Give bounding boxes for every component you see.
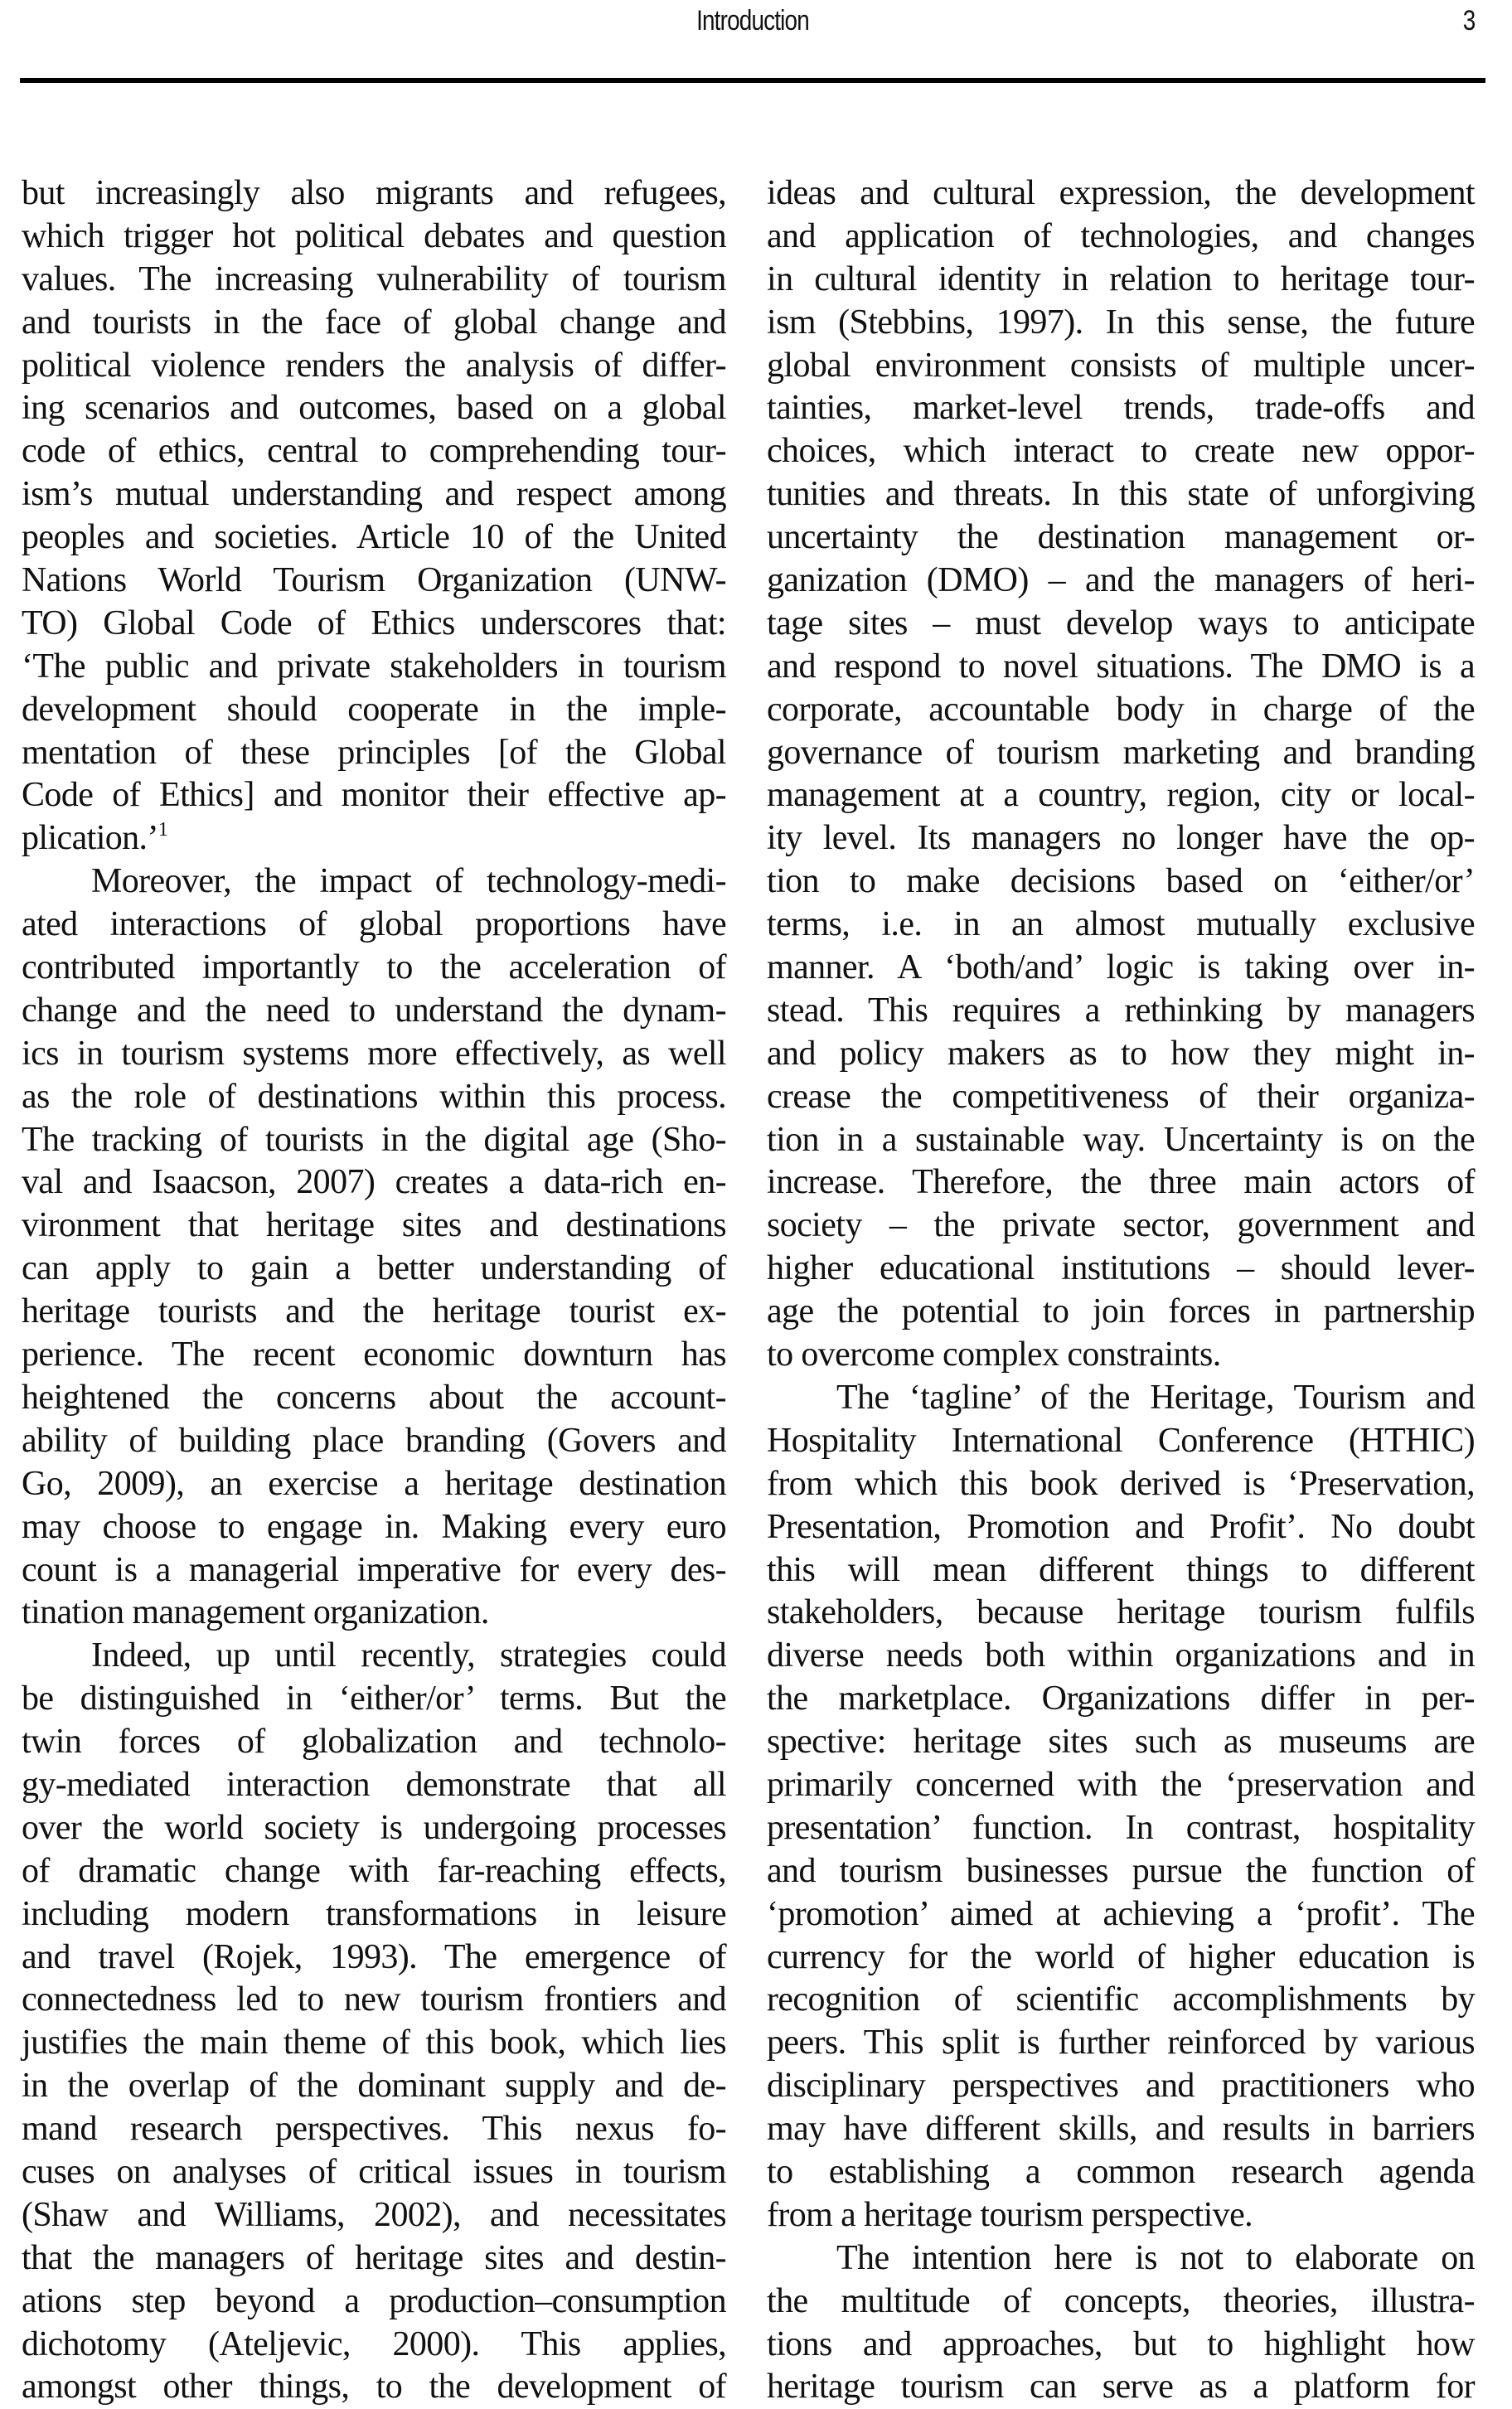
text-line [767, 1506, 1475, 1549]
line-text: as the role of destinations within this process. [22, 1077, 726, 1116]
line-text: tion to make decisions based on ‘either/or’ [767, 862, 1475, 901]
paragraph-first-line [767, 1377, 1475, 1420]
line-text: political violence renders the analysis of differ- [22, 346, 726, 385]
text-line [767, 259, 1475, 302]
line-text: ity level. Its managers no longer have the op- [767, 819, 1475, 858]
line-text: values. The increasing vulnerability of tourism [22, 259, 726, 298]
text-line [767, 1420, 1475, 1463]
line-text: of dramatic change with far-reaching effects, [22, 1851, 726, 1890]
text-line [22, 302, 726, 345]
line-text: ations step beyond a production–consumption [22, 2281, 726, 2320]
line-text: change and the need to understand the dynam- [22, 991, 726, 1030]
text-line [22, 216, 726, 259]
text-line [22, 1033, 726, 1076]
text-line [767, 860, 1475, 904]
text-line [767, 2022, 1475, 2065]
text-line [22, 1420, 726, 1463]
line-text: The tracking of tourists in the digital age (Sho- [22, 1120, 726, 1159]
text-line [22, 1549, 726, 1592]
line-text: in the overlap of the dominant supply and de- [22, 2067, 726, 2106]
text-line [22, 2151, 726, 2194]
line-text: currency for the world of higher education is [767, 1937, 1475, 1976]
line-text: Code of Ethics] and monitor their effective ap- [22, 776, 726, 815]
text-line [767, 1549, 1475, 1592]
line-text: tion in a sustainable way. Uncertainty is on the [767, 1120, 1475, 1159]
text-line [22, 2366, 726, 2409]
paragraph-first-line [767, 2237, 1475, 2281]
line-text: age the potential to join forces in partnership [767, 1292, 1475, 1331]
line-text: uncertainty the destination management or- [767, 518, 1475, 557]
page-number: 3 [1462, 5, 1476, 36]
line-text: governance of tourism marketing and branding [767, 733, 1475, 772]
line-text: society – the private sector, government and [767, 1206, 1475, 1245]
text-line [767, 646, 1475, 689]
text-line [22, 1936, 726, 1980]
text-line [767, 1635, 1475, 1678]
line-text: ‘The public and private stakeholders in tourism [22, 647, 726, 686]
text-line [22, 259, 726, 302]
text-line [767, 2281, 1475, 2324]
text-line [22, 1204, 726, 1248]
text-line [22, 1592, 726, 1635]
line-text: ics in tourism systems more effectively, as well [22, 1034, 726, 1073]
text-line [767, 732, 1475, 775]
text-line [767, 1033, 1475, 1076]
text-line [767, 1119, 1475, 1162]
line-text: and application of technologies, and changes [767, 216, 1475, 255]
line-text: crease the competitiveness of their organiza- [767, 1077, 1475, 1116]
line-text: Presentation, Promotion and Profit’. No doubt [767, 1507, 1475, 1546]
line-text: Moreover, the impact of technology-medi- [91, 862, 726, 901]
text-line [767, 1936, 1475, 1980]
line-text: may choose to engage in. Making every euro [22, 1507, 726, 1546]
line-text: to overcome complex constraints. [767, 1335, 1221, 1374]
text-line [22, 1850, 726, 1893]
text-line [22, 560, 726, 603]
line-text: peers. This split is further reinforced by various [767, 2024, 1475, 2062]
text-line [22, 817, 726, 860]
line-text: tainties, market-level trends, trade-offs and [767, 389, 1475, 428]
text-line [22, 2065, 726, 2108]
line-text: can apply to gain a better understanding of [22, 1249, 726, 1288]
line-text: which trigger hot political debates and question [22, 216, 726, 255]
left-text-column [22, 172, 726, 2409]
line-text: TO) Global Code of Ethics underscores that: [22, 603, 726, 642]
text-line [767, 904, 1475, 947]
line-text: heritage tourists and the heritage tourist ex- [22, 1292, 726, 1331]
line-text: stead. This requires a rethinking by managers [767, 991, 1475, 1030]
right-text-column [767, 172, 1475, 2409]
text-line [767, 1678, 1475, 1721]
running-header [20, 0, 1485, 43]
text-line [767, 1764, 1475, 1807]
line-text: the marketplace. Organizations differ in per- [767, 1680, 1475, 1718]
text-line [22, 345, 726, 388]
text-line [22, 1119, 726, 1162]
line-text: Hospitality International Conference (HTHIC) [767, 1421, 1475, 1460]
line-text: primarily concerned with the ‘preservation and [767, 1765, 1475, 1804]
text-line [22, 1764, 726, 1807]
line-text: ganization (DMO) – and the managers of heri- [767, 561, 1475, 600]
line-text: may have different skills, and results in barriers [767, 2110, 1475, 2149]
line-text: (Shaw and Williams, 2002), and necessitates [22, 2195, 726, 2234]
line-text: val and Isaacson, 2007) creates a data-rich en- [22, 1163, 726, 1202]
text-line [767, 1721, 1475, 1764]
text-line [22, 1334, 726, 1377]
text-line [22, 1979, 726, 2022]
text-line [22, 473, 726, 516]
text-line [22, 1291, 726, 1334]
line-text: and policy makers as to how they might in- [767, 1034, 1475, 1073]
line-text: mentation of these principles [of the Global [22, 733, 726, 772]
text-line [767, 1334, 1475, 1377]
text-line [22, 1506, 726, 1549]
line-text: The intention here is not to elaborate on [836, 2238, 1475, 2277]
text-line [22, 1721, 726, 1764]
text-line [767, 516, 1475, 560]
text-line [767, 172, 1475, 216]
text-line [767, 2324, 1475, 2367]
line-text: presentation’ function. In contrast, hospitality [767, 1808, 1475, 1847]
paragraph-first-line [22, 1635, 726, 1678]
text-line [767, 2151, 1475, 2194]
line-text: but increasingly also migrants and refugees, [22, 174, 726, 212]
line-text: global environment consists of multiple uncer- [767, 346, 1475, 385]
line-text: corporate, accountable body in charge of the [767, 690, 1475, 729]
line-text: ism’s mutual understanding and respect among [22, 475, 726, 514]
text-line [767, 1592, 1475, 1635]
line-text: vironment that heritage sites and destinations [22, 1206, 726, 1245]
line-text: and travel (Rojek, 1993). The emergence of [22, 1937, 726, 1976]
text-line [22, 172, 726, 216]
text-line [22, 2281, 726, 2324]
line-text: tage sites – must develop ways to anticipate [767, 603, 1475, 642]
text-line [22, 2237, 726, 2281]
line-text: cuses on analyses of critical issues in tourism [22, 2152, 726, 2191]
text-line [767, 1161, 1475, 1204]
line-text: code of ethics, central to comprehending tour- [22, 432, 726, 471]
line-text: this will mean different things to different [767, 1550, 1475, 1589]
line-text: stakeholders, because heritage tourism fulfils [767, 1593, 1475, 1632]
line-text: peoples and societies. Article 10 of the United [22, 518, 726, 557]
line-text: over the world society is undergoing processes [22, 1808, 726, 1847]
text-line [22, 990, 726, 1033]
line-text: heightened the concerns about the account- [22, 1378, 726, 1417]
text-line [22, 1161, 726, 1204]
line-text: and respond to novel situations. The DMO is a [767, 647, 1475, 686]
text-line [767, 2366, 1475, 2409]
text-line [767, 473, 1475, 516]
text-line [22, 1377, 726, 1420]
line-text: dichotomy (Ateljevic, 2000). This applies, [22, 2324, 726, 2363]
text-line [22, 774, 726, 817]
line-text: that the managers of heritage sites and destin- [22, 2238, 726, 2277]
text-line [767, 1850, 1475, 1893]
text-line [767, 387, 1475, 430]
line-text: choices, which interact to create new oppor- [767, 432, 1475, 471]
line-text: and tourists in the face of global change and [22, 303, 726, 342]
line-text: Go, 2009), an exercise a heritage destination [22, 1464, 726, 1503]
line-text: amongst other things, to the development of [22, 2368, 726, 2407]
line-text: be distinguished in ‘either/or’ terms. But the [22, 1680, 726, 1718]
line-text: management at a country, region, city or local- [767, 776, 1475, 815]
footnote-marker[interactable]: 1 [158, 819, 168, 841]
line-text: from which this book derived is ‘Preservation, [767, 1464, 1475, 1503]
paragraph-first-line [22, 860, 726, 904]
text-line [767, 817, 1475, 860]
line-text: mand research perspectives. This nexus fo- [22, 2110, 726, 2149]
line-text: higher educational institutions – should lever- [767, 1249, 1475, 1288]
text-line [767, 1807, 1475, 1850]
text-line [767, 1204, 1475, 1248]
text-line [22, 2022, 726, 2065]
line-text: terms, i.e. in an almost mutually exclusive [767, 905, 1475, 944]
text-line [22, 387, 726, 430]
line-text: ism (Stebbins, 1997). In this sense, the future [767, 303, 1475, 342]
text-line [22, 689, 726, 732]
line-text: the multitude of concepts, theories, illustra- [767, 2281, 1475, 2320]
text-line [767, 1291, 1475, 1334]
line-text: to establishing a common research agenda [767, 2152, 1475, 2191]
line-text: disciplinary perspectives and practitioners who [767, 2067, 1475, 2106]
text-line [767, 2065, 1475, 2108]
line-text: spective: heritage sites such as museums are [767, 1723, 1475, 1762]
text-line [767, 345, 1475, 388]
text-line [22, 646, 726, 689]
text-line [767, 560, 1475, 603]
text-line [22, 1076, 726, 1119]
header-rule [20, 78, 1485, 83]
line-text: count is a managerial imperative for every des- [22, 1550, 726, 1589]
text-line [22, 1678, 726, 1721]
line-text: contributed importantly to the acceleration of [22, 948, 726, 987]
line-text: ability of building place branding (Govers and [22, 1421, 726, 1460]
text-line [767, 1076, 1475, 1119]
line-text: diverse needs both within organizations and in [767, 1636, 1475, 1675]
line-text: Nations World Tourism Organization (UNW- [22, 561, 726, 600]
text-line [22, 516, 726, 560]
line-text: heritage tourism can serve as a platform for [767, 2368, 1475, 2407]
line-text: gy-mediated interaction demonstrate that all [22, 1765, 726, 1804]
line-text: increase. Therefore, the three main actors of [767, 1163, 1475, 1202]
text-line [767, 1248, 1475, 1291]
text-line [767, 947, 1475, 990]
text-line [22, 2194, 726, 2237]
text-line [767, 2194, 1475, 2237]
running-title: Introduction [696, 5, 809, 36]
line-text: ing scenarios and outcomes, based on a global [22, 389, 726, 428]
line-text: connectedness led to new tourism frontiers and [22, 1980, 726, 2019]
text-line [22, 732, 726, 775]
line-text: tions and approaches, but to highlight how [767, 2324, 1475, 2363]
text-line [22, 2324, 726, 2367]
text-line [767, 603, 1475, 646]
text-line [22, 1463, 726, 1506]
line-text: ated interactions of global proportions have [22, 905, 726, 944]
line-text: from a heritage tourism perspective. [767, 2195, 1253, 2234]
line-text: ideas and cultural expression, the development [767, 174, 1475, 212]
line-text: Indeed, up until recently, strategies could [91, 1636, 726, 1675]
line-text: and tourism businesses pursue the function of [767, 1851, 1475, 1890]
line-text: in cultural identity in relation to heritage tour- [767, 259, 1475, 298]
text-line [767, 1463, 1475, 1506]
text-line [767, 1893, 1475, 1936]
line-text: ‘promotion’ aimed at achieving a ‘profit’. The [767, 1894, 1475, 1933]
text-line [767, 2108, 1475, 2151]
line-text: twin forces of globalization and technolo- [22, 1723, 726, 1762]
text-line [22, 904, 726, 947]
text-line [767, 1979, 1475, 2022]
text-line [22, 1893, 726, 1936]
text-line [22, 1248, 726, 1291]
text-line [22, 1807, 726, 1850]
line-text: including modern transformations in leisure [22, 1894, 726, 1933]
text-line [767, 430, 1475, 473]
text-line [767, 302, 1475, 345]
line-text: justifies the main theme of this book, which lies [22, 2024, 726, 2062]
text-line [767, 774, 1475, 817]
line-text: tunities and threats. In this state of unforgiving [767, 475, 1475, 514]
text-line [767, 216, 1475, 259]
line-text: recognition of scientific accomplishments by [767, 1980, 1475, 2019]
line-text: development should cooperate in the imple- [22, 690, 726, 729]
text-line [767, 990, 1475, 1033]
text-line [22, 603, 726, 646]
line-text: perience. The recent economic downturn has [22, 1335, 726, 1374]
line-text: manner. A ‘both/and’ logic is taking over in- [767, 948, 1475, 987]
text-line [22, 2108, 726, 2151]
text-line [22, 947, 726, 990]
line-text: tination management organization. [22, 1593, 489, 1632]
text-line [767, 689, 1475, 732]
text-line [22, 430, 726, 473]
line-text: plication.’ [22, 819, 158, 858]
line-text: The ‘tagline’ of the Heritage, Tourism and [836, 1378, 1475, 1417]
